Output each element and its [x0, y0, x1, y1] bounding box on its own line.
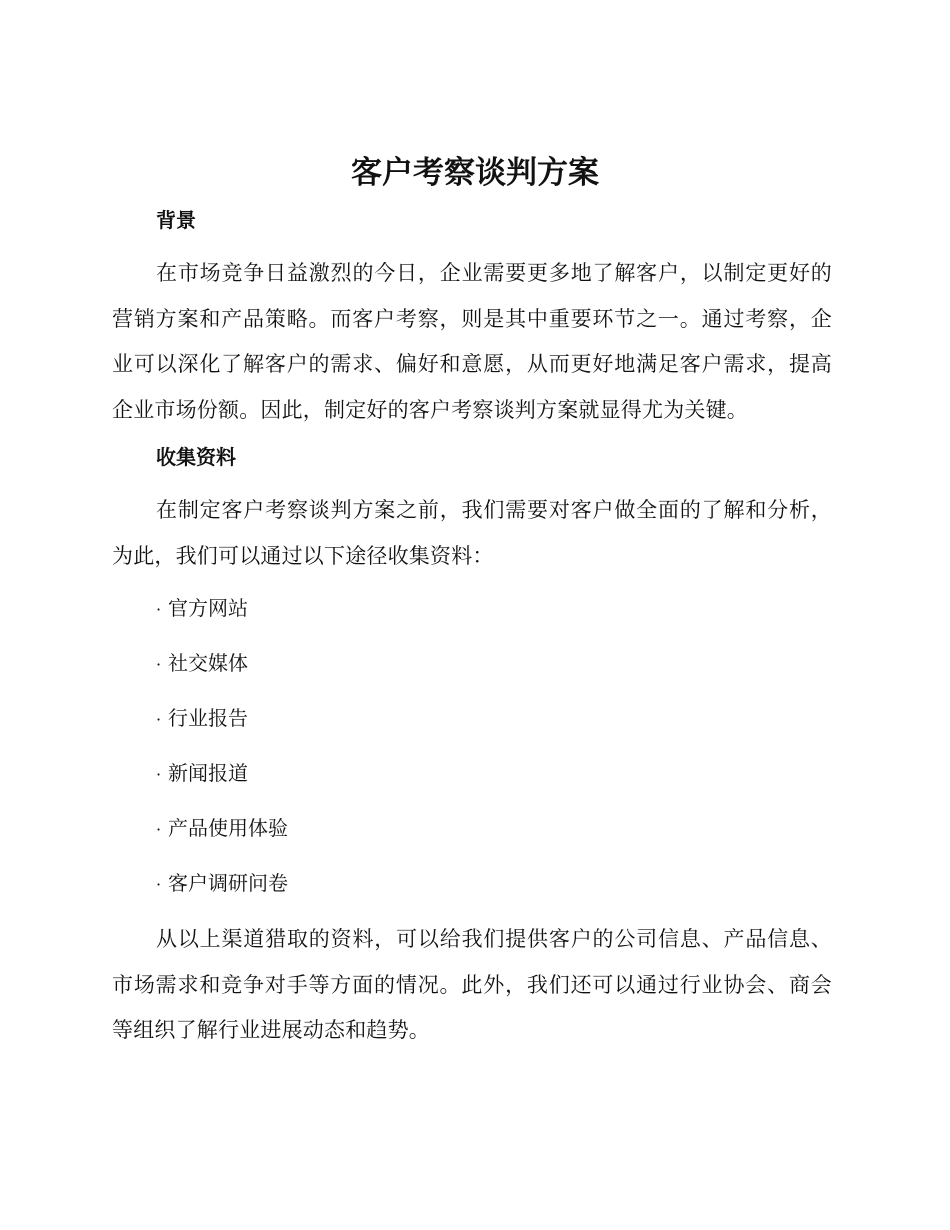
bullet-dot-icon: ·	[156, 765, 162, 784]
background-paragraph: 在市场竞争日益激烈的今日，企业需要更多地了解客户，以制定更好的营销方案和产品策略。而客户考察，则是其中重要环节之一。通过考察，企业可以深化了解客户的需求、偏好和意愿，从而更好地满足客户需求，提高企业市场份额。因此，制定好的客户考察谈判方案就显得尤为关键。	[112, 261, 832, 422]
document-title: 客户考察谈判方案	[351, 155, 599, 191]
bullet-dot-icon: ·	[156, 600, 162, 619]
section-heading-collect-info: 收集资料	[156, 445, 236, 469]
list-item-label: 客户调研问卷	[168, 871, 288, 895]
list-item-label: 行业报告	[168, 706, 248, 730]
collect-info-summary-paragraph: 从以上渠道猎取的资料，可以给我们提供客户的公司信息、产品信息、市场需求和竞争对手等方面的情况。此外，我们还可以通过行业协会、商会等组织了解行业进展动态和趋势。	[112, 927, 832, 1042]
list-item-label: 社交媒体	[168, 651, 248, 675]
list-item	[156, 646, 288, 701]
list-item	[156, 591, 288, 646]
bullet-dot-icon: ·	[156, 820, 162, 839]
section-heading-background: 背景	[156, 208, 196, 232]
bullet-dot-icon: ·	[156, 710, 162, 729]
bullet-dot-icon: ·	[156, 655, 162, 674]
list-item-label: 官方网站	[168, 596, 248, 620]
list-item	[156, 866, 288, 921]
source-list	[156, 591, 288, 921]
list-item	[156, 811, 288, 866]
list-item-label: 产品使用体验	[168, 816, 288, 840]
collect-info-intro-paragraph: 在制定客户考察谈判方案之前，我们需要对客户做全面的了解和分析，为此，我们可以通过以下途径收集资料：	[112, 498, 832, 568]
list-item	[156, 701, 288, 756]
list-item-label: 新闻报道	[168, 761, 248, 785]
list-item	[156, 756, 288, 811]
bullet-dot-icon: ·	[156, 875, 162, 894]
